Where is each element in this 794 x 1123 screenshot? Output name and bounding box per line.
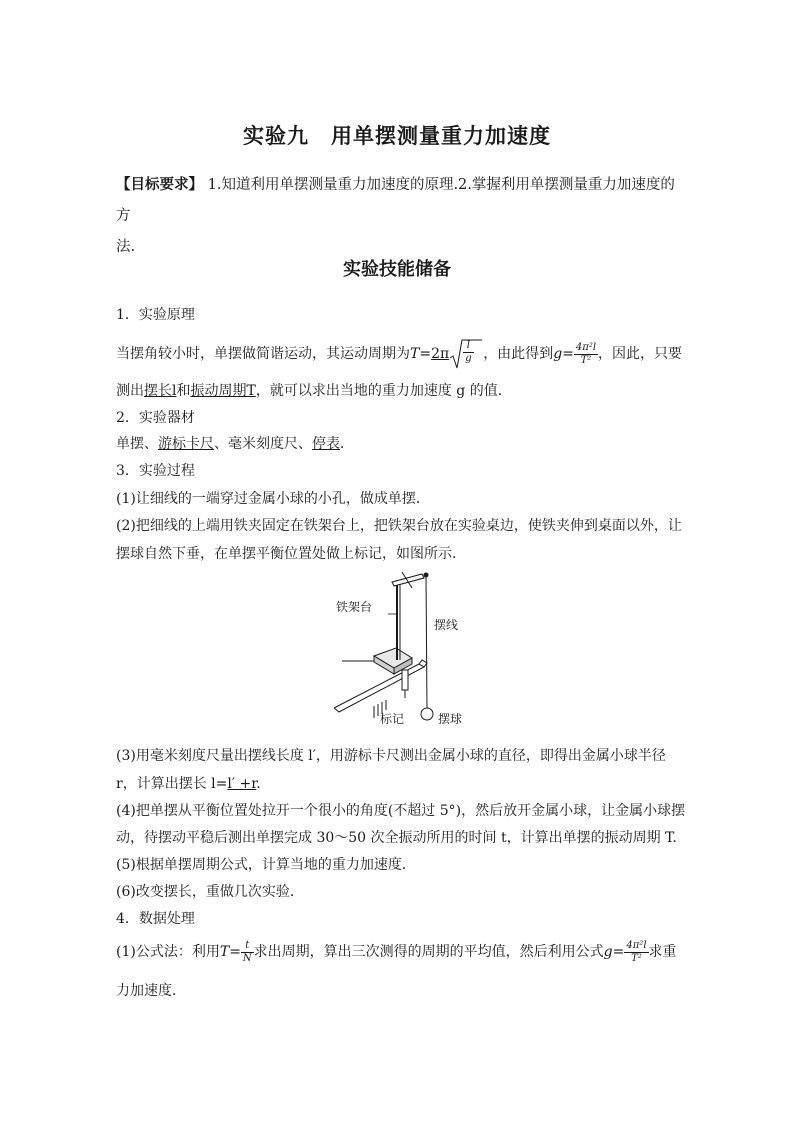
underline-vernier-caliper: 游标卡尺 [158, 436, 214, 452]
goal-requirements [116, 170, 682, 263]
equipment-heading: 2．实验器材 [116, 410, 195, 426]
sqrt-l-over-g [449, 338, 483, 370]
underline-period: 振动周期T [190, 383, 256, 399]
label-iron-stand: 铁架台 [336, 600, 373, 614]
process-step-5: (5)根据单摆周期公式，计算当地的重力加速度． [116, 857, 416, 873]
goal-label: 【目标要求】 [116, 177, 203, 193]
process-step-4a: (4)把单摆从平衡位置处拉开一个很小的角度(不超过 5°)，然后放开金属小球，让金属小球摆 [116, 803, 686, 819]
process-step-4b: 动，待摆动平稳后测出单摆完成 30～50 次全振动所用的时间 t，计算出单摆的振动周期 T. [116, 830, 677, 846]
process-step-3a: (3)用毫米刻度尺量出摆线长度 l′，用游标卡尺测出金属小球的直径，即得出金属小球半径 [116, 748, 666, 764]
pendulum-diagram-icon [334, 566, 474, 728]
label-ball: 摆球 [438, 712, 463, 726]
equals-sign: = [419, 346, 432, 362]
principle-heading: 1．实验原理 [116, 307, 195, 323]
symbol-T: T [410, 346, 420, 362]
process-step-3b: r，计算出摆长 l=l′ +r. [116, 776, 261, 792]
symbol-g: g [603, 944, 613, 960]
principle-line-1: 当摆角较小时，单摆做简谐运动，其运动周期为T=2π $\frac{l}{g}$ ，由此得到g= $\frac{\text{4π²l}}{\text{T²}}$ ，因此，只要 [116, 338, 686, 370]
process-step-6: (6)改变摆长，重做几次实验． [116, 884, 304, 900]
fraction-4pi2l-T2: $\frac{\text{4π²l}}{\text{T²}}$ [626, 939, 647, 964]
equipment-line: 单摆、游标卡尺、毫米刻度尺、停表． [116, 436, 354, 452]
underline-pendulum-length: 摆长l [144, 383, 177, 399]
pendulum-figure [334, 566, 474, 728]
process-step-2b: 摆球自然下垂，在单摆平衡位置处做上标记，如图所示． [116, 546, 466, 562]
label-mark: 标记 [380, 712, 405, 726]
process-step-1: (1)让细线的一端穿过金属小球的小孔，做成单摆． [116, 491, 430, 507]
process-step-2a: (2)把细线的上端用铁夹固定在铁架台上，把铁架台放在实验桌边，使铁夹伸到桌面以外，让 [116, 518, 682, 534]
data-heading: 4．数据处理 [116, 911, 195, 927]
data-line-1: (1)公式法：利用T= $\frac{t}{N}$ 求出周期，算出三次测得的周期的平均值，然后利用公式g= $\frac{\text{4π²l}}{\text{T²}}$ 求重 [116, 939, 677, 964]
title-experiment-number: 实验九 [243, 124, 309, 148]
section-title: 实验技能储备 [343, 259, 451, 280]
fraction-t-N: $\frac{t}{N}$ [242, 939, 252, 964]
goal-text-2: 法. [116, 239, 136, 255]
fraction-4pi2l-T2: $\frac{\text{4π²l}}{\text{T²}}$ [575, 341, 597, 366]
process-heading: 3．实验过程 [116, 463, 195, 479]
title-experiment-name: 用单摆测量重力加速度 [331, 124, 551, 148]
underline-length-formula: l′ +r [227, 776, 257, 792]
goal-text-1: 1.知道利用单摆测量重力加速度的原理.2.掌握利用单摆测量重力加速度的方 [116, 177, 675, 224]
symbol-g: g [553, 346, 563, 362]
symbol-T: T [219, 944, 230, 960]
label-string: 摆线 [434, 618, 459, 632]
principle-text: 当摆角较小时，单摆做简谐运动，其运动周期为 [116, 346, 410, 362]
principle-text-post: ，因此，只要 [598, 346, 683, 362]
page-title [0, 120, 794, 150]
two-pi: 2π [431, 346, 450, 362]
fraction-l-g: $\frac{l}{g}$ [465, 340, 472, 364]
principle-text-mid: ，由此得到 [483, 346, 554, 362]
underline-stopwatch: 停表 [312, 436, 340, 452]
principle-line-2: 测出摆长l和振动周期T，就可以求出当地的重力加速度 g 的值． [116, 383, 512, 399]
data-line-2: 力加速度． [116, 983, 186, 999]
